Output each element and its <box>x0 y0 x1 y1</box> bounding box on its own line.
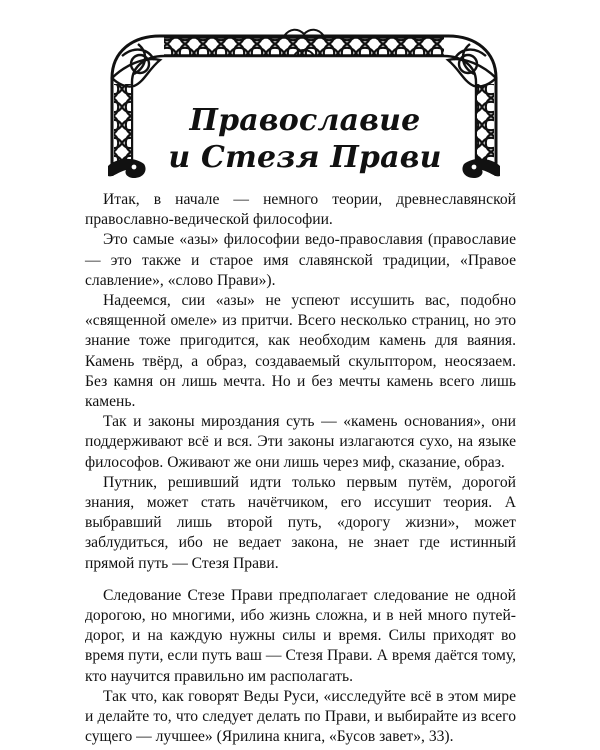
chapter-title <box>140 102 470 176</box>
paragraph: Это самые «азы» философии ведо-православия (православие — это также и старое имя славянской традиции, «Правое славление», «слово Прави»). <box>85 231 516 289</box>
chapter-title-line-1: Православие <box>189 103 421 138</box>
paragraph: Итак, в начале — немного теории, древнеславянской православно-ведической философии. <box>85 191 516 229</box>
paragraph: Путник, решивший идти только первым путём, дорогой знания, может стать начётчиком, его иссушит теория. А выбравший лишь второй путь, «дорогу жизни», может заблудиться, ибо не ведает закона, не знает где истинный прямой путь — Стезя Прави. <box>85 473 516 572</box>
paragraph: Следование Стезе Прави предполагает следование не одной дорогою, но многими, ибо жизнь сложна, и в ней много путей-дорог, и на каждую нужны силы и время. Силы приходят во время пути, если путь ваш — Стезя Прави. А время даётся тому, кто научится правильно им располагать. <box>85 586 516 685</box>
paragraph: Надеемся, сии «азы» не успеют иссушить вас, подобно «священной омеле» из притчи. Всего несколько страниц, но это знание тоже пригодится, как необходим камень для ваяния. Камень твёрд, а образ, создаваемый скульптором, неосязаем. Без камня он лишь мечта. Но и без мечты камень всего лишь камень. <box>85 292 516 411</box>
chapter-title-line-2: и Стезя Прави <box>168 140 442 175</box>
paragraph: Так и законы мироздания суть — «камень основания», они поддерживают всё и вся. Эти законы излагаются сухо, на языке философов. Оживают же они лишь через миф, сказание, образ. <box>85 413 516 471</box>
paragraph: Так что, как говорят Веды Руси, «исследуйте всё в этом мире и делайте то, что следует делать по Прави, и выбирайте из всего сущего — лучшее» (Ярилина книга, «Бусов завет», 33). <box>85 687 516 746</box>
chapter-body <box>85 190 516 747</box>
